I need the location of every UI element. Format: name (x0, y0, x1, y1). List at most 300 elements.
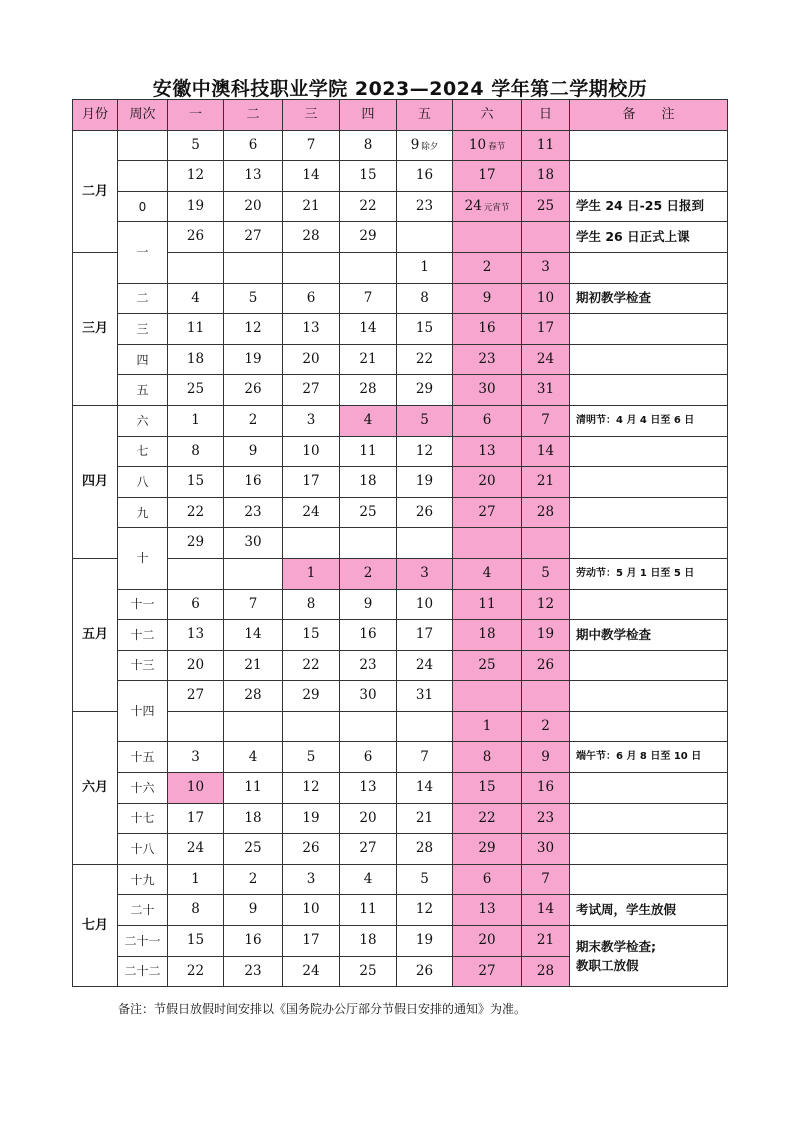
day-number: 2 (541, 717, 550, 734)
day-number: 18 (359, 932, 377, 949)
day-number: 23 (359, 656, 377, 673)
day-cell-sun (522, 956, 570, 987)
day-number: 25 (536, 197, 555, 214)
day-cell-sun (522, 834, 570, 865)
day-cell-sat (453, 497, 522, 528)
day-cell-tue (224, 161, 283, 192)
week-number-cell: 0 (118, 191, 168, 222)
day-cell-sun (522, 467, 570, 498)
week-row (73, 864, 728, 895)
day-number: 25 (244, 840, 262, 857)
day-cell-wed (283, 620, 340, 651)
day-cell-fri (397, 283, 453, 314)
day-cell-sun (522, 681, 570, 712)
day-cell-mon (168, 711, 224, 742)
day-number: 8 (363, 136, 373, 153)
day-cell-sat (453, 834, 522, 865)
day-number: 27 (478, 503, 496, 520)
day-cell-fri (397, 926, 453, 957)
day-number: 15 (186, 473, 205, 490)
day-number: 28 (415, 840, 434, 857)
day-number: 3 (306, 870, 316, 887)
holiday-label: 春节 (488, 141, 506, 152)
day-cell-fri (397, 803, 453, 834)
day-cell-tue (224, 405, 283, 436)
day-number: 17 (186, 809, 205, 826)
day-cell-wed (283, 864, 340, 895)
day-cell-thu (340, 773, 397, 804)
day-cell-thu (340, 742, 397, 773)
day-cell-fri (397, 467, 453, 498)
day-number: 17 (302, 473, 320, 490)
remark-cell (570, 528, 728, 559)
day-number: 14 (359, 320, 377, 337)
day-number: 23 (244, 503, 262, 520)
day-cell-thu (340, 130, 397, 161)
week-number-cell: 二 (118, 283, 168, 314)
day-number: 27 (302, 381, 320, 398)
day-number: 2 (363, 564, 373, 581)
day-cell-thu (340, 405, 397, 436)
header-cell: 二 (224, 100, 283, 131)
day-number: 9 (363, 595, 373, 612)
day-cell-sun (522, 375, 570, 406)
day-number: 18 (186, 350, 205, 367)
week-number-cell: 十六 (118, 773, 168, 804)
day-number: 7 (363, 289, 373, 306)
day-number: 23 (415, 197, 434, 214)
day-cell-sun (522, 650, 570, 681)
day-cell-thu (340, 314, 397, 345)
day-number: 21 (244, 656, 262, 673)
day-number: 1 (191, 411, 200, 428)
day-number: 16 (536, 779, 555, 796)
day-cell-thu (340, 681, 397, 712)
remark-cell (570, 895, 728, 926)
day-number: 12 (415, 442, 434, 459)
day-number: 6 (482, 411, 492, 428)
day-number: 20 (302, 350, 320, 367)
day-number: 14 (536, 901, 555, 918)
remark-cell (570, 589, 728, 620)
day-number: 1 (482, 717, 492, 734)
remark-cell (570, 650, 728, 681)
day-cell-tue (224, 558, 283, 589)
week-row (73, 314, 728, 345)
day-number: 25 (359, 503, 377, 520)
day-cell-wed (283, 252, 340, 283)
day-cell-tue (224, 926, 283, 957)
day-cell-sun (522, 558, 570, 589)
day-cell-mon (168, 926, 224, 957)
day-number: 24 (302, 503, 320, 520)
remark-cell (570, 711, 728, 742)
day-number: 29 (478, 840, 496, 857)
day-number: 17 (478, 167, 496, 184)
remark-cell (570, 252, 728, 283)
day-number: 6 (363, 748, 373, 765)
day-number: 5 (191, 136, 200, 153)
day-number: 30 (536, 840, 555, 857)
day-cell-fri (397, 834, 453, 865)
day-cell-thu (340, 589, 397, 620)
day-cell-tue (224, 497, 283, 528)
day-number: 2 (248, 411, 258, 428)
day-cell-wed (283, 405, 340, 436)
day-number: 30 (359, 687, 377, 704)
day-cell-sun (522, 589, 570, 620)
remark-text: 学生 26 日正式上课 (576, 228, 690, 244)
day-number: 14 (415, 779, 434, 796)
day-number: 8 (191, 442, 200, 459)
day-number: 3 (420, 564, 429, 581)
day-cell-sun (522, 161, 570, 192)
day-number: 15 (478, 779, 496, 796)
remark-text: 期末教学检查; (576, 938, 656, 954)
day-number: 18 (478, 626, 496, 643)
day-cell-mon (168, 344, 224, 375)
day-cell-tue (224, 130, 283, 161)
day-number: 5 (306, 748, 316, 765)
day-cell-tue (224, 283, 283, 314)
day-number: 13 (478, 442, 496, 459)
month-cell: 四月 (73, 405, 118, 558)
week-number-cell: 一 (118, 222, 168, 283)
day-cell-sat (453, 742, 522, 773)
day-number: 27 (186, 687, 205, 704)
day-number: 28 (359, 381, 377, 398)
day-cell-mon (168, 956, 224, 987)
day-cell-fri (397, 773, 453, 804)
day-cell-sat (453, 926, 522, 957)
day-number: 25 (478, 656, 496, 673)
day-cell-sat (453, 650, 522, 681)
remark-cell (570, 191, 728, 222)
header-cell: 六 (453, 100, 522, 131)
day-cell-thu (340, 191, 397, 222)
day-number: 23 (244, 962, 262, 979)
day-number: 22 (302, 656, 320, 673)
day-cell-mon (168, 773, 224, 804)
week-number-cell: 七 (118, 436, 168, 467)
day-cell-sun (522, 926, 570, 957)
day-number: 16 (244, 473, 262, 490)
day-number: 20 (186, 656, 205, 673)
day-number: 7 (541, 411, 550, 428)
header-cell: 周次 (118, 100, 168, 131)
day-number: 30 (478, 381, 496, 398)
week-row (73, 497, 728, 528)
week-row (73, 620, 728, 651)
week-number-cell: 三 (118, 314, 168, 345)
week-row (73, 436, 728, 467)
day-cell-thu (340, 650, 397, 681)
day-cell-tue (224, 252, 283, 283)
day-number: 11 (536, 136, 555, 153)
day-cell-mon (168, 558, 224, 589)
day-number: 22 (359, 197, 377, 214)
remark-text: 学生 24 日-25 日报到 (576, 198, 705, 214)
day-cell-thu (340, 436, 397, 467)
header-cell: 一 (168, 100, 224, 131)
day-number: 2 (482, 259, 492, 276)
day-number: 19 (536, 626, 555, 643)
day-cell-wed (283, 161, 340, 192)
day-cell-fri (397, 650, 453, 681)
week-number-cell: 二十 (118, 895, 168, 926)
day-number: 13 (478, 901, 496, 918)
day-number: 17 (302, 932, 320, 949)
day-number: 11 (186, 320, 205, 337)
day-cell-wed (283, 130, 340, 161)
day-cell-tue (224, 864, 283, 895)
remark-cell (570, 803, 728, 834)
week-number-cell: 二十一 (118, 926, 168, 957)
day-number: 6 (482, 870, 492, 887)
remark-cell (570, 375, 728, 406)
day-cell-sun (522, 222, 570, 253)
day-cell-fri (397, 681, 453, 712)
day-number: 24 (536, 350, 555, 367)
day-number: 8 (306, 595, 316, 612)
day-cell-sat (453, 620, 522, 651)
day-number: 1 (420, 259, 429, 276)
day-cell-thu (340, 895, 397, 926)
day-cell-wed (283, 314, 340, 345)
day-cell-tue (224, 344, 283, 375)
day-number: 22 (186, 962, 205, 979)
day-number: 6 (248, 136, 258, 153)
month-cell: 三月 (73, 252, 118, 405)
day-cell-wed (283, 283, 340, 314)
calendar-table (72, 99, 728, 987)
day-cell-wed (283, 558, 340, 589)
week-row (73, 222, 728, 253)
week-row (73, 926, 728, 957)
day-number: 26 (415, 962, 434, 979)
day-cell-fri (397, 436, 453, 467)
day-cell-fri (397, 558, 453, 589)
day-cell-fri (397, 956, 453, 987)
day-number: 13 (359, 779, 377, 796)
week-number-cell: 十 (118, 528, 168, 589)
day-cell-sat (453, 191, 522, 222)
day-number: 14 (536, 442, 555, 459)
day-cell-mon (168, 528, 224, 559)
week-row (73, 742, 728, 773)
day-number: 19 (186, 197, 205, 214)
day-cell-sat (453, 895, 522, 926)
day-cell-sat (453, 681, 522, 712)
day-cell-tue (224, 742, 283, 773)
day-number: 10 (415, 595, 434, 612)
remark-cell (570, 344, 728, 375)
day-cell-mon (168, 405, 224, 436)
day-cell-mon (168, 222, 224, 253)
day-number: 4 (248, 748, 258, 765)
day-cell-sat (453, 436, 522, 467)
footnote: 备注：节假日放假时间安排以《国务院办公厅部分节假日安排的通知》为准。 (118, 1002, 527, 1016)
week-number-cell: 二十二 (118, 956, 168, 987)
day-number: 29 (415, 381, 434, 398)
day-number: 21 (359, 350, 377, 367)
day-number: 6 (191, 595, 200, 612)
day-number: 7 (420, 748, 429, 765)
day-cell-tue (224, 834, 283, 865)
day-cell-sun (522, 405, 570, 436)
day-cell-thu (340, 926, 397, 957)
day-cell-tue (224, 314, 283, 345)
day-cell-sun (522, 803, 570, 834)
remark-text: 教职工放假 (576, 958, 639, 974)
day-cell-sat (453, 161, 522, 192)
week-row (73, 344, 728, 375)
day-number: 6 (306, 289, 316, 306)
day-cell-wed (283, 773, 340, 804)
day-cell-tue (224, 956, 283, 987)
remark-cell (570, 926, 728, 987)
day-number: 13 (302, 320, 320, 337)
remark-cell (570, 834, 728, 865)
day-number: 26 (186, 228, 205, 245)
day-cell-thu (340, 344, 397, 375)
week-row (73, 252, 728, 283)
day-cell-wed (283, 742, 340, 773)
day-number: 10 (186, 779, 205, 796)
day-number: 5 (420, 411, 429, 428)
day-cell-sat (453, 956, 522, 987)
day-cell-mon (168, 650, 224, 681)
day-cell-wed (283, 222, 340, 253)
day-cell-sat (453, 222, 522, 253)
remark-cell (570, 773, 728, 804)
day-cell-tue (224, 650, 283, 681)
remark-text: 期初教学检查 (576, 290, 652, 306)
day-cell-sun (522, 130, 570, 161)
day-cell-fri (397, 895, 453, 926)
day-cell-fri (397, 864, 453, 895)
day-cell-thu (340, 864, 397, 895)
day-cell-tue (224, 467, 283, 498)
week-number-cell: 十四 (118, 681, 168, 742)
day-cell-tue (224, 681, 283, 712)
day-cell-wed (283, 589, 340, 620)
day-number: 26 (536, 656, 555, 673)
day-cell-thu (340, 375, 397, 406)
week-number-cell: 八 (118, 467, 168, 498)
day-cell-tue (224, 895, 283, 926)
calendar-body (73, 100, 728, 987)
day-cell-mon (168, 803, 224, 834)
day-cell-tue (224, 375, 283, 406)
day-cell-thu (340, 711, 397, 742)
day-cell-tue (224, 803, 283, 834)
day-cell-mon (168, 283, 224, 314)
day-number: 5 (420, 870, 429, 887)
day-cell-sun (522, 711, 570, 742)
day-number: 3 (191, 748, 200, 765)
day-cell-sun (522, 773, 570, 804)
day-cell-thu (340, 252, 397, 283)
day-cell-thu (340, 467, 397, 498)
day-number: 11 (244, 779, 262, 796)
day-cell-sun (522, 742, 570, 773)
day-cell-mon (168, 895, 224, 926)
day-cell-wed (283, 528, 340, 559)
day-number: 3 (541, 259, 550, 276)
remark-text: 期中教学检查 (576, 626, 652, 642)
day-cell-wed (283, 497, 340, 528)
day-cell-wed (283, 467, 340, 498)
day-cell-sat (453, 314, 522, 345)
week-row (73, 711, 728, 742)
day-number: 8 (191, 901, 200, 918)
remark-text: 劳动节：5 月 1 日至 5 日 (576, 567, 695, 579)
day-number: 17 (536, 320, 555, 337)
week-row (73, 191, 728, 222)
day-number: 19 (415, 932, 434, 949)
day-number: 23 (536, 809, 555, 826)
day-number: 16 (359, 626, 377, 643)
week-row (73, 467, 728, 498)
day-number: 5 (541, 564, 550, 581)
day-cell-sat (453, 252, 522, 283)
day-cell-fri (397, 528, 453, 559)
header-cell: 四 (340, 100, 397, 131)
day-number: 9 (248, 901, 258, 918)
week-number-cell: 十七 (118, 803, 168, 834)
day-number: 13 (244, 167, 262, 184)
day-cell-fri (397, 375, 453, 406)
day-number: 10 (302, 442, 320, 459)
remark-cell (570, 558, 728, 589)
week-row (73, 528, 728, 559)
day-cell-mon (168, 252, 224, 283)
day-number: 5 (248, 289, 258, 306)
day-cell-sun (522, 620, 570, 651)
remark-text: 清明节：4 月 4 日至 6 日 (576, 414, 695, 426)
day-number: 13 (186, 626, 205, 643)
day-number: 15 (359, 167, 377, 184)
day-cell-tue (224, 773, 283, 804)
week-row (73, 895, 728, 926)
day-cell-sun (522, 497, 570, 528)
day-number: 12 (302, 779, 320, 796)
day-number: 1 (306, 564, 316, 581)
day-cell-sat (453, 528, 522, 559)
day-number: 12 (186, 167, 205, 184)
day-number: 9 (482, 289, 492, 306)
day-number: 1 (191, 870, 200, 887)
day-number: 26 (415, 503, 434, 520)
day-number: 9 (410, 136, 420, 153)
remark-cell (570, 161, 728, 192)
day-cell-fri (397, 405, 453, 436)
day-number: 17 (415, 626, 434, 643)
header-row (73, 100, 728, 131)
remark-cell (570, 283, 728, 314)
day-number: 4 (363, 870, 373, 887)
day-cell-fri (397, 742, 453, 773)
day-number: 19 (415, 473, 434, 490)
day-cell-wed (283, 834, 340, 865)
day-number: 8 (482, 748, 492, 765)
remark-cell (570, 742, 728, 773)
day-number: 24 (415, 656, 434, 673)
day-cell-fri (397, 314, 453, 345)
week-number-cell (118, 161, 168, 192)
day-cell-fri (397, 222, 453, 253)
